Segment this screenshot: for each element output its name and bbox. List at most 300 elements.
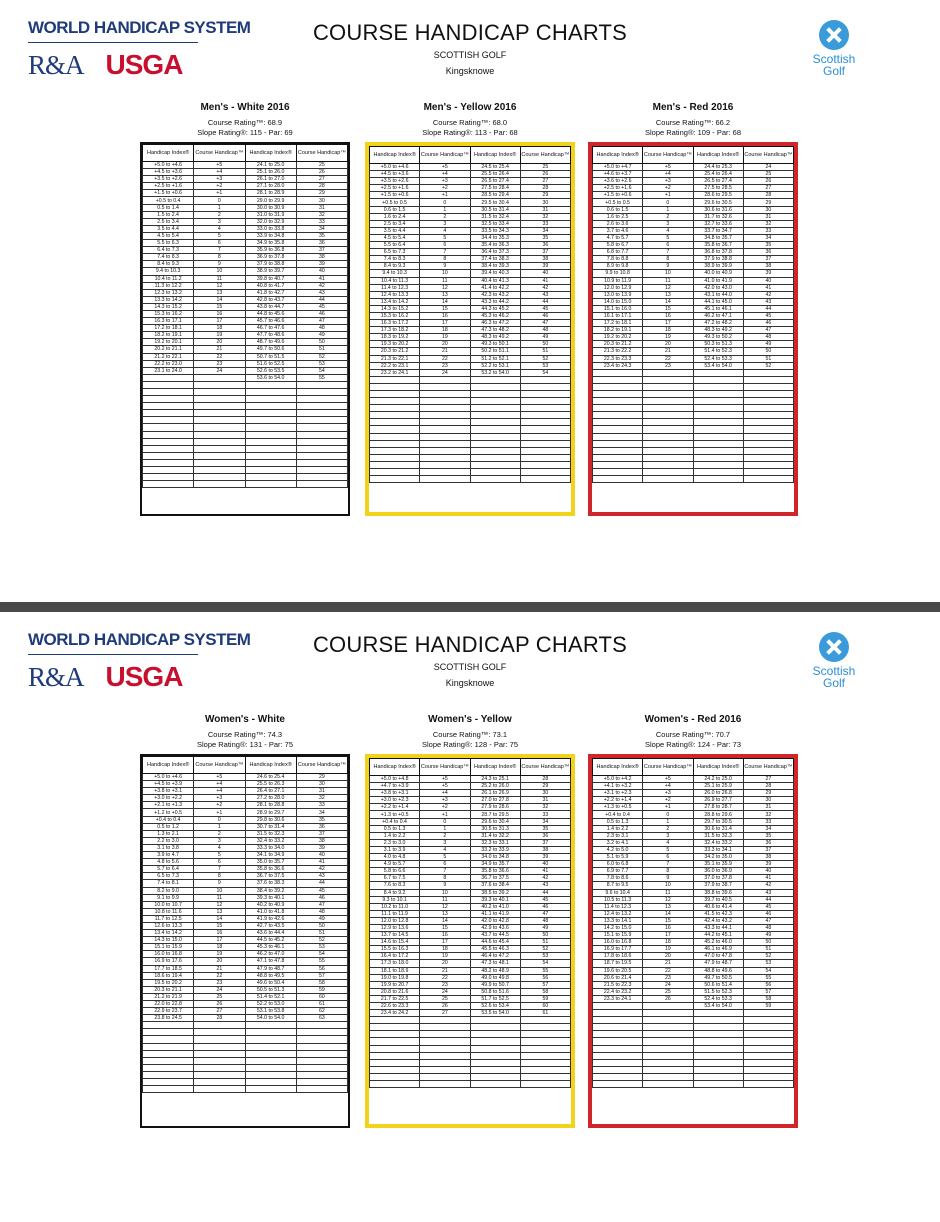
table-cell	[643, 1003, 693, 1010]
table-cell: 37.4 to 38.3	[470, 256, 520, 263]
table-cell: 30	[743, 797, 793, 804]
empty-row	[593, 1052, 794, 1059]
column-header: Course Handicap™	[420, 759, 470, 776]
table-row	[143, 303, 348, 310]
table-cell: 24.3 to 25.1	[470, 776, 520, 783]
table-cell	[470, 1081, 520, 1088]
table-cell: 19.2 to 20.1	[143, 339, 194, 346]
table-cell: 20.3 to 21.1	[143, 986, 194, 993]
table-cell: 26.1 to 27.0	[245, 176, 296, 183]
empty-row	[143, 481, 348, 488]
table-cell: 42.0 to 43.0	[693, 284, 743, 291]
table-cell: 51.6 to 52.5	[245, 360, 296, 367]
table-cell: 7.4 to 8.1	[143, 880, 194, 887]
table-cell: 50.2 to 51.1	[470, 348, 520, 355]
table-row	[593, 320, 794, 327]
table-cell: 56	[520, 974, 570, 981]
table-cell	[520, 454, 570, 461]
table-cell: 27	[520, 178, 570, 185]
table-cell	[693, 440, 743, 447]
table-cell: 39	[520, 263, 570, 270]
table-row	[143, 993, 348, 1000]
table-cell: +5	[643, 776, 693, 783]
table-cell: 34	[520, 227, 570, 234]
table-cell: 18.6 to 19.4	[143, 972, 194, 979]
table-cell: 36	[520, 832, 570, 839]
table-cell	[296, 389, 347, 396]
table-row	[143, 873, 348, 880]
table-cell: +5	[194, 162, 245, 169]
randa-logo: R&A	[28, 49, 84, 80]
table-cell	[143, 467, 194, 474]
empty-row	[593, 1045, 794, 1052]
table-cell	[643, 391, 693, 398]
table-cell: 17.8 to 18.6	[593, 953, 643, 960]
table-cell	[520, 1073, 570, 1080]
table-row	[143, 859, 348, 866]
table-cell	[420, 383, 470, 390]
table-row	[143, 795, 348, 802]
table-cell: +0.5 to 0.4	[143, 197, 194, 204]
chart-title: Men's - White 2016	[200, 102, 290, 113]
table-cell: +1	[420, 811, 470, 818]
table-cell: 53.4 to 54.0	[693, 362, 743, 369]
table-cell: 51.4 to 52.1	[245, 993, 296, 1000]
table-cell: 36.9 to 37.8	[245, 254, 296, 261]
table-cell	[143, 424, 194, 431]
table-cell	[643, 419, 693, 426]
chart-frame	[588, 754, 798, 1128]
table-cell: 26.4 to 27.1	[245, 788, 296, 795]
table-cell: 21	[420, 967, 470, 974]
empty-row	[143, 445, 348, 452]
table-row	[370, 171, 571, 178]
table-cell: 43	[296, 873, 347, 880]
table-cell: 25.1 to 26.0	[245, 169, 296, 176]
column-header: Handicap Index®	[470, 147, 520, 164]
table-cell	[470, 391, 520, 398]
column-header: Course Handicap™	[194, 145, 245, 162]
table-cell: 8.4 to 9.3	[143, 261, 194, 268]
table-cell: 49	[520, 334, 570, 341]
table-cell	[470, 383, 520, 390]
table-cell: 52	[520, 355, 570, 362]
table-cell	[420, 447, 470, 454]
table-cell: 28	[520, 776, 570, 783]
table-cell: 14.3 to 15.2	[370, 305, 420, 312]
table-cell: 27.9 to 28.6	[470, 804, 520, 811]
table-cell: 58	[743, 995, 793, 1002]
chart-title: Women's - White	[205, 714, 285, 725]
table-cell: 53.4 to 54.0	[693, 1003, 743, 1010]
table-cell: 35.4 to 36.3	[470, 242, 520, 249]
table-cell: 53.5 to 54.0	[470, 1010, 520, 1017]
table-cell: 8	[194, 254, 245, 261]
table-cell: 31	[296, 204, 347, 211]
table-cell: 13.4 to 14.2	[370, 298, 420, 305]
table-cell: 8.4 to 9.2	[370, 889, 420, 896]
empty-row	[370, 440, 571, 447]
table-row	[593, 305, 794, 312]
table-cell	[743, 1031, 793, 1038]
table-cell: 43	[743, 889, 793, 896]
table-cell	[370, 1052, 420, 1059]
table-cell: 17	[194, 318, 245, 325]
table-cell: 44.6 to 45.4	[470, 939, 520, 946]
table-cell	[296, 452, 347, 459]
table-cell: 11	[643, 277, 693, 284]
table-cell	[194, 1022, 245, 1029]
empty-row	[143, 1022, 348, 1029]
table-cell	[194, 474, 245, 481]
table-row	[143, 318, 348, 325]
table-cell: 23.1 to 24.0	[143, 367, 194, 374]
table-cell: +5.0 to +4.2	[593, 776, 643, 783]
table-cell	[593, 469, 643, 476]
table-cell: 44	[296, 296, 347, 303]
table-cell: 44.2 to 45.1	[693, 932, 743, 939]
table-cell: 26	[420, 1003, 470, 1010]
table-cell: 43.8 to 44.7	[245, 303, 296, 310]
table-cell	[296, 474, 347, 481]
table-row	[143, 816, 348, 823]
table-cell: 0.5 to 1.4	[143, 204, 194, 211]
table-cell	[643, 469, 693, 476]
table-cell	[420, 440, 470, 447]
table-cell	[194, 374, 245, 381]
slope-rating: Slope Rating®: 124 - Par: 73	[645, 740, 741, 749]
table-cell: 5.8 to 6.7	[593, 242, 643, 249]
table-cell: 45.1 to 46.1	[693, 305, 743, 312]
table-cell	[370, 1024, 420, 1031]
table-cell: +1.5 to +0.6	[370, 192, 420, 199]
table-cell: 38	[743, 263, 793, 270]
empty-row	[143, 1036, 348, 1043]
table-cell	[194, 459, 245, 466]
table-cell	[470, 398, 520, 405]
table-cell: 9	[420, 263, 470, 270]
table-cell	[370, 1059, 420, 1066]
table-row	[593, 797, 794, 804]
table-cell: 33.3 to 34.0	[245, 844, 296, 851]
table-cell: 21	[643, 348, 693, 355]
chart-frame	[140, 142, 350, 516]
table-cell	[370, 440, 420, 447]
table-row	[593, 242, 794, 249]
table-cell: 53.1 to 53.8	[245, 1008, 296, 1015]
table-cell: 26.9 to 27.7	[693, 797, 743, 804]
table-cell: 33.2 to 33.9	[470, 846, 520, 853]
table-cell	[420, 391, 470, 398]
table-cell: +3	[643, 178, 693, 185]
table-cell: 6	[194, 859, 245, 866]
empty-row	[593, 447, 794, 454]
table-cell: 52	[520, 946, 570, 953]
usga-logo: USGA	[105, 661, 183, 692]
table-cell: 38.5 to 39.2	[470, 889, 520, 896]
table-row	[593, 988, 794, 995]
table-row	[143, 169, 348, 176]
table-row	[143, 204, 348, 211]
table-cell	[194, 381, 245, 388]
table-cell: 19.9 to 20.7	[370, 981, 420, 988]
table-cell: 16	[194, 930, 245, 937]
table-cell: 16	[420, 932, 470, 939]
table-cell: 6.5 to 7.3	[370, 249, 420, 256]
table-cell: 13	[194, 908, 245, 915]
column-header: Handicap Index®	[245, 757, 296, 774]
table-cell: 53.2 to 54.0	[470, 369, 520, 376]
table-cell: 13.4 to 14.2	[143, 930, 194, 937]
table-cell	[693, 433, 743, 440]
empty-row	[143, 1086, 348, 1093]
table-cell	[693, 1031, 743, 1038]
table-cell: 53	[743, 960, 793, 967]
table-cell: 5	[420, 854, 470, 861]
table-cell	[693, 1059, 743, 1066]
table-cell	[143, 1022, 194, 1029]
table-cell	[420, 454, 470, 461]
table-cell: 15	[643, 305, 693, 312]
table-cell: 48	[743, 334, 793, 341]
table-row	[370, 1003, 571, 1010]
table-cell: 2.5 to 3.4	[143, 218, 194, 225]
table-row	[143, 1015, 348, 1022]
table-cell: 25	[296, 162, 347, 169]
table-cell: 52.4 to 53.3	[693, 995, 743, 1002]
empty-row	[370, 1059, 571, 1066]
table-cell: 9	[194, 261, 245, 268]
table-cell: 50	[520, 932, 570, 939]
empty-row	[143, 1029, 348, 1036]
table-cell: 38	[743, 854, 793, 861]
table-cell	[693, 419, 743, 426]
table-cell: 24.4 to 25.3	[693, 164, 743, 171]
chart-women-red	[588, 714, 798, 1128]
table-cell: 31.0 to 31.9	[245, 211, 296, 218]
table-cell	[520, 1038, 570, 1045]
table-cell	[370, 398, 420, 405]
table-cell: 17.2 to 18.1	[593, 320, 643, 327]
table-cell	[370, 412, 420, 419]
table-cell: 5	[194, 852, 245, 859]
chart-men-white	[140, 102, 350, 516]
table-cell: +4	[643, 171, 693, 178]
table-cell: +4.5 to +3.6	[370, 171, 420, 178]
table-cell: 12.9 to 13.6	[370, 924, 420, 931]
table-cell	[743, 447, 793, 454]
table-cell: 33	[743, 818, 793, 825]
empty-row	[593, 1059, 794, 1066]
table-cell: 13.0 to 13.9	[593, 291, 643, 298]
table-cell	[743, 440, 793, 447]
table-row	[593, 995, 794, 1002]
empty-row	[143, 431, 348, 438]
table-cell: +1.3 to +0.5	[370, 811, 420, 818]
table-cell	[296, 403, 347, 410]
table-cell: 20	[643, 341, 693, 348]
table-cell	[693, 1045, 743, 1052]
table-cell: 5.5 to 6.3	[143, 240, 194, 247]
empty-row	[143, 389, 348, 396]
table-cell: 19.6 to 20.5	[593, 967, 643, 974]
table-cell: 3	[194, 218, 245, 225]
table-cell: 23	[420, 362, 470, 369]
table-cell: 3.1 to 3.9	[370, 846, 420, 853]
table-cell	[194, 438, 245, 445]
table-cell: 25	[743, 171, 793, 178]
table-row	[370, 875, 571, 882]
table-cell: 4	[194, 225, 245, 232]
table-cell: 59	[296, 986, 347, 993]
table-cell	[194, 424, 245, 431]
table-row	[143, 979, 348, 986]
table-cell: 24.6 to 25.4	[245, 774, 296, 781]
table-cell	[420, 1024, 470, 1031]
table-cell	[296, 1022, 347, 1029]
table-cell	[296, 459, 347, 466]
table-cell	[194, 431, 245, 438]
table-cell: 50	[296, 922, 347, 929]
table-cell: 7.8 to 8.6	[593, 875, 643, 882]
table-cell: 34.2 to 35.0	[693, 854, 743, 861]
table-cell	[143, 389, 194, 396]
table-cell	[194, 396, 245, 403]
table-row	[370, 234, 571, 241]
empty-row	[370, 391, 571, 398]
table-cell: 40	[296, 268, 347, 275]
table-cell: 37.0 to 37.8	[693, 875, 743, 882]
table-cell: 0	[420, 818, 470, 825]
table-row	[370, 305, 571, 312]
table-cell: 12	[420, 284, 470, 291]
empty-row	[370, 426, 571, 433]
table-cell	[593, 412, 643, 419]
course-name: Kingsknowe	[445, 66, 495, 76]
table-row	[370, 861, 571, 868]
table-cell: +2	[643, 185, 693, 192]
table-cell: 6.5 to 7.3	[143, 873, 194, 880]
whs-logo: WORLD HANDICAP SYSTEM	[28, 630, 251, 649]
table-cell	[420, 461, 470, 468]
table-row	[593, 234, 794, 241]
table-cell: 9.4 to 10.3	[143, 268, 194, 275]
table-cell: 1	[194, 823, 245, 830]
table-cell: 46.7 to 47.6	[245, 325, 296, 332]
table-cell: +0.5 to 0.5	[370, 199, 420, 206]
table-row	[143, 197, 348, 204]
table-cell: 41	[296, 859, 347, 866]
empty-row	[370, 469, 571, 476]
table-cell: 8.9 to 9.8	[593, 263, 643, 270]
empty-row	[593, 391, 794, 398]
table-cell	[743, 412, 793, 419]
empty-row	[370, 405, 571, 412]
table-cell	[743, 1038, 793, 1045]
table-cell	[194, 1057, 245, 1064]
table-cell	[693, 454, 743, 461]
table-cell	[194, 1079, 245, 1086]
column-header: Course Handicap™	[194, 757, 245, 774]
table-row	[143, 346, 348, 353]
table-row	[593, 171, 794, 178]
table-cell: 40	[520, 270, 570, 277]
table-cell	[370, 1038, 420, 1045]
table-row	[593, 298, 794, 305]
table-cell: 46.4 to 47.2	[470, 953, 520, 960]
table-cell: 52	[743, 953, 793, 960]
table-cell: 44	[743, 305, 793, 312]
table-cell: 38.9 to 39.7	[245, 268, 296, 275]
table-cell: 8	[420, 875, 470, 882]
whs-logo: WORLD HANDICAP SYSTEM	[28, 18, 251, 37]
table-cell	[693, 1081, 743, 1088]
empty-row	[370, 447, 571, 454]
chart-women-white	[140, 714, 350, 1128]
table-cell: 50.8 to 51.6	[470, 988, 520, 995]
table-cell: 51.5 to 52.3	[693, 988, 743, 995]
table-cell	[470, 440, 520, 447]
table-row	[593, 939, 794, 946]
table-cell	[143, 1071, 194, 1078]
table-cell: 46.2 to 47.0	[245, 951, 296, 958]
table-cell	[370, 469, 420, 476]
table-cell: 52.6 to 53.5	[245, 367, 296, 374]
table-cell: 7	[194, 247, 245, 254]
empty-row	[143, 396, 348, 403]
table-row	[593, 839, 794, 846]
table-cell	[370, 476, 420, 483]
table-cell	[593, 447, 643, 454]
table-cell: 8.4 to 9.3	[370, 263, 420, 270]
table-cell: 23	[420, 981, 470, 988]
table-cell: 20.3 to 21.2	[593, 341, 643, 348]
table-cell	[470, 426, 520, 433]
empty-row	[370, 454, 571, 461]
table-cell	[370, 454, 420, 461]
table-cell: 38.4 to 39.3	[470, 263, 520, 270]
table-row	[593, 277, 794, 284]
table-cell: 17.2 to 18.1	[143, 325, 194, 332]
table-cell: 44.3 to 45.2	[470, 305, 520, 312]
table-cell: 39	[743, 270, 793, 277]
table-cell: 30	[296, 781, 347, 788]
table-cell: 41	[520, 868, 570, 875]
table-cell: 48	[520, 917, 570, 924]
table-cell: +3.0 to +2.2	[143, 795, 194, 802]
table-cell: 18	[194, 325, 245, 332]
table-cell: +4.1 to +3.2	[593, 783, 643, 790]
table-row	[143, 852, 348, 859]
table-cell: 4.8 to 5.6	[143, 859, 194, 866]
table-cell: 6.8 to 7.7	[593, 249, 643, 256]
table-cell: 16	[194, 310, 245, 317]
table-cell: +4	[420, 790, 470, 797]
table-cell: 14.3 to 15.2	[143, 303, 194, 310]
table-row	[593, 355, 794, 362]
table-cell	[296, 1057, 347, 1064]
table-row	[593, 334, 794, 341]
table-cell: 2.3 to 3.0	[370, 839, 420, 846]
table-cell	[143, 459, 194, 466]
table-cell: 37	[296, 247, 347, 254]
table-cell	[520, 1045, 570, 1052]
table-cell: 13	[194, 289, 245, 296]
table-cell: 1.6 to 2.5	[593, 213, 643, 220]
table-row	[593, 811, 794, 818]
table-cell: 58	[296, 979, 347, 986]
table-cell: 20.6 to 21.4	[593, 974, 643, 981]
